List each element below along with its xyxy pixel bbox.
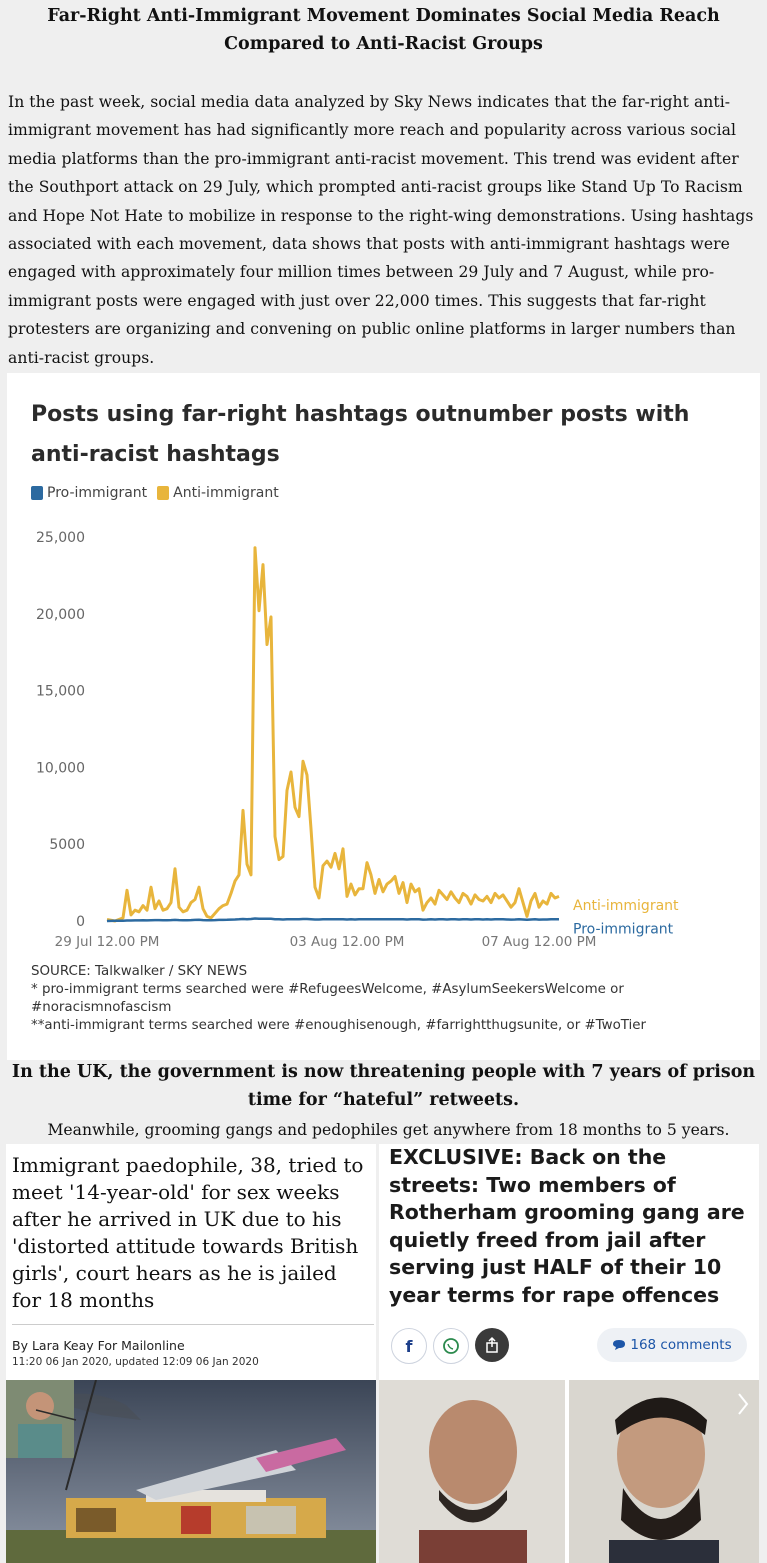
anti-immigrant-end-label: Anti-immigrant — [573, 897, 679, 914]
y-tick-label: 5000 — [49, 837, 85, 854]
legend-label-pro: Pro-immigrant — [47, 485, 148, 501]
dm-headline: Immigrant paedophile, 38, tried to meet '14-year-old' for sex weeks after he arrived in UK due to his 'distorted attitude towards British girls', court hears as he is jailed for 18 months — [12, 1153, 364, 1312]
pro-immigrant-end-label: Pro-immigrant — [573, 921, 674, 938]
legend-label-anti: Anti-immigrant — [173, 485, 279, 501]
x-tick-label: 03 Aug 12.00 PM — [289, 934, 405, 950]
subtext: Meanwhile, grooming gangs and pedophiles get anywhere from 18 months to 5 years. — [47, 1121, 730, 1139]
y-tick-label: 25,000 — [36, 530, 85, 546]
article-title: Far-Right Anti-Immigrant Movement Dominates Social Media Reach Compared to Anti-Racist Groups — [47, 6, 720, 54]
share-bar — [391, 1328, 751, 1364]
dm-divider — [12, 1324, 374, 1325]
comments-count: 168 comments — [630, 1337, 732, 1353]
y-tick-label: 10,000 — [36, 760, 85, 777]
share-button[interactable] — [475, 1328, 509, 1362]
anti-immigrant-line — [107, 548, 559, 921]
comment-bubble-icon — [612, 1339, 626, 1351]
share-icon — [483, 1336, 501, 1354]
mugshots-photo — [379, 1380, 759, 1563]
y-tick-label: 15,000 — [36, 683, 85, 700]
pro-immigrant-line — [107, 919, 559, 922]
x-tick-label: 29 Jul 12.00 PM — [54, 934, 160, 950]
dm-byline: By Lara Keay For Mailonline — [12, 1338, 185, 1353]
line-chart — [7, 373, 760, 963]
chart-title: Posts using far-right hashtags outnumber posts with anti-racist hashtags — [31, 402, 690, 467]
court-building-photo — [6, 1380, 376, 1563]
whatsapp-icon — [442, 1337, 460, 1355]
y-tick-label: 0 — [76, 914, 85, 930]
facebook-share-button[interactable]: f — [391, 1328, 427, 1364]
subheading: In the UK, the government is now threatening people with 7 years of prison time for “hateful” retweets. — [11, 1062, 756, 1110]
ex-headline: EXCLUSIVE: Back on the streets: Two members of Rotherham grooming gang are quietly freed from jail after serving just HALF of their 10 year terms for rape offences — [389, 1145, 745, 1307]
comments-button[interactable] — [597, 1328, 747, 1362]
y-tick-label: 20,000 — [36, 606, 85, 623]
source-note-anti: **anti-immigrant terms searched were #enoughisenough, #farrightthugsunite, or #TwoTier — [31, 1018, 647, 1033]
source-note-pro: * pro-immigrant terms searched were #RefugeesWelcome, #AsylumSeekersWelcome or #noracismnofascism — [31, 982, 624, 1015]
exclusive-screenshot — [379, 1144, 759, 1563]
chart-figure — [7, 373, 760, 1060]
whatsapp-share-button[interactable] — [433, 1328, 469, 1364]
article-paragraph: In the past week, social media data analyzed by Sky News indicates that the far-right anti-immigrant movement has had significantly more reach and popularity across various social media platforms than the pro-immigrant anti-racist movement. This trend was evident after the Southport attack on 29 July, which prompted anti-racist groups like Stand Up To Racism and Hope Not Hate to mobilize in response to the right-wing demonstrations. Using hashtags associated with each movement, data shows that posts with anti-immigrant hashtags were engaged with approximately four million times between 29 July and 7 August, while pro-immigrant posts were engaged with just over 22,000 times. This suggests that far-right protesters are organizing and convening on public online platforms in larger numbers than anti-racist groups. — [8, 93, 754, 367]
dm-date: 11:20 06 Jan 2020, updated 12:09 06 Jan 2020 — [12, 1356, 259, 1368]
x-tick-label: 07 Aug 12.00 PM — [481, 934, 597, 950]
source-text: SOURCE: Talkwalker / SKY NEWS — [31, 964, 248, 979]
daily-mail-screenshot — [6, 1144, 376, 1563]
chart-source — [31, 963, 741, 1035]
